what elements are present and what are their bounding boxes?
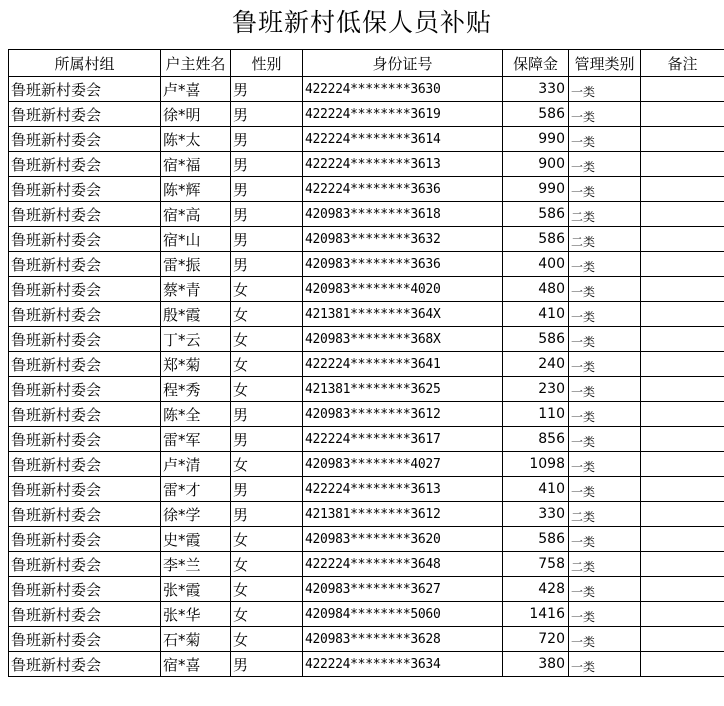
cell-category[interactable]: 一类 <box>569 402 641 427</box>
cell-category[interactable]: 一类 <box>569 427 641 452</box>
cell-remark[interactable] <box>641 577 724 602</box>
cell-group[interactable]: 鲁班新村委会 <box>9 452 161 477</box>
table-row <box>9 402 724 427</box>
cell-group[interactable]: 鲁班新村委会 <box>9 627 161 652</box>
cell-id[interactable]: 422224********3641 <box>303 352 503 377</box>
cell-remark[interactable] <box>641 77 724 102</box>
cell-remark[interactable] <box>641 177 724 202</box>
cell-remark[interactable] <box>641 352 724 377</box>
cell-id[interactable]: 422224********3634 <box>303 652 503 677</box>
cell-id[interactable]: 420984********5060 <box>303 602 503 627</box>
cell-category[interactable]: 二类 <box>569 502 641 527</box>
cell-remark[interactable] <box>641 302 724 327</box>
cell-category[interactable]: 一类 <box>569 152 641 177</box>
cell-group[interactable]: 鲁班新村委会 <box>9 302 161 327</box>
cell-group[interactable]: 鲁班新村委会 <box>9 427 161 452</box>
cell-name[interactable]: 陈*太 <box>161 127 231 152</box>
cell-amount[interactable]: 380 <box>503 652 569 677</box>
cell-sex[interactable]: 男 <box>231 227 303 252</box>
cell-amount[interactable]: 480 <box>503 277 569 302</box>
header-cell-sex[interactable]: 性别 <box>231 50 303 77</box>
cell-sex[interactable]: 女 <box>231 602 303 627</box>
cell-sex[interactable]: 女 <box>231 327 303 352</box>
cell-category[interactable]: 一类 <box>569 652 641 677</box>
cell-group[interactable]: 鲁班新村委会 <box>9 352 161 377</box>
cell-id[interactable]: 422224********3648 <box>303 552 503 577</box>
cell-name[interactable]: 徐*学 <box>161 502 231 527</box>
cell-name[interactable]: 蔡*青 <box>161 277 231 302</box>
cell-name[interactable]: 徐*明 <box>161 102 231 127</box>
cell-category[interactable]: 一类 <box>569 102 641 127</box>
cell-group[interactable]: 鲁班新村委会 <box>9 327 161 352</box>
cell-amount[interactable]: 990 <box>503 177 569 202</box>
cell-id[interactable]: 420983********3612 <box>303 402 503 427</box>
cell-group[interactable]: 鲁班新村委会 <box>9 402 161 427</box>
cell-group[interactable]: 鲁班新村委会 <box>9 502 161 527</box>
table-row <box>9 277 724 302</box>
header-cell-id[interactable]: 身份证号 <box>303 50 503 77</box>
cell-name[interactable]: 陈*全 <box>161 402 231 427</box>
cell-remark[interactable] <box>641 202 724 227</box>
header-row <box>9 50 724 77</box>
cell-remark[interactable] <box>641 427 724 452</box>
table-row <box>9 252 724 277</box>
cell-id[interactable]: 421381********3625 <box>303 377 503 402</box>
cell-group[interactable]: 鲁班新村委会 <box>9 577 161 602</box>
cell-sex[interactable]: 女 <box>231 302 303 327</box>
cell-group[interactable]: 鲁班新村委会 <box>9 477 161 502</box>
table-row <box>9 302 724 327</box>
table-row <box>9 602 724 627</box>
cell-amount[interactable]: 856 <box>503 427 569 452</box>
cell-name[interactable]: 张*华 <box>161 602 231 627</box>
cell-sex[interactable]: 男 <box>231 127 303 152</box>
cell-sex[interactable]: 女 <box>231 552 303 577</box>
cell-category[interactable]: 一类 <box>569 452 641 477</box>
cell-name[interactable]: 卢*喜 <box>161 77 231 102</box>
table-row <box>9 552 724 577</box>
cell-name[interactable]: 史*霞 <box>161 527 231 552</box>
cell-remark[interactable] <box>641 327 724 352</box>
cell-category[interactable]: 一类 <box>569 527 641 552</box>
cell-name[interactable]: 宿*喜 <box>161 652 231 677</box>
cell-category[interactable]: 一类 <box>569 177 641 202</box>
cell-category[interactable]: 一类 <box>569 252 641 277</box>
cell-sex[interactable]: 男 <box>231 77 303 102</box>
cell-sex[interactable]: 男 <box>231 152 303 177</box>
table-row <box>9 652 724 677</box>
cell-id[interactable]: 421381********3612 <box>303 502 503 527</box>
cell-id[interactable]: 422224********3617 <box>303 427 503 452</box>
cell-id[interactable]: 420983********3628 <box>303 627 503 652</box>
cell-category[interactable]: 一类 <box>569 277 641 302</box>
cell-id[interactable]: 422224********3613 <box>303 152 503 177</box>
cell-amount[interactable]: 900 <box>503 152 569 177</box>
cell-group[interactable]: 鲁班新村委会 <box>9 177 161 202</box>
cell-name[interactable]: 卢*清 <box>161 452 231 477</box>
cell-amount[interactable]: 586 <box>503 227 569 252</box>
cell-sex[interactable]: 男 <box>231 202 303 227</box>
cell-group[interactable]: 鲁班新村委会 <box>9 552 161 577</box>
cell-group[interactable]: 鲁班新村委会 <box>9 152 161 177</box>
cell-group[interactable]: 鲁班新村委会 <box>9 277 161 302</box>
table-row <box>9 152 724 177</box>
table-row <box>9 427 724 452</box>
table-row <box>9 502 724 527</box>
cell-id[interactable]: 420983********368X <box>303 327 503 352</box>
page-title: 鲁班新村低保人员补贴 <box>231 8 492 37</box>
cell-remark[interactable] <box>641 527 724 552</box>
table-row <box>9 352 724 377</box>
cell-category[interactable]: 一类 <box>569 327 641 352</box>
cell-category[interactable]: 一类 <box>569 77 641 102</box>
table-row <box>9 627 724 652</box>
cell-group[interactable]: 鲁班新村委会 <box>9 102 161 127</box>
header-cell-amount[interactable]: 保障金 <box>503 50 569 77</box>
cell-category[interactable]: 一类 <box>569 577 641 602</box>
cell-id[interactable]: 420983********3636 <box>303 252 503 277</box>
cell-category[interactable]: 一类 <box>569 302 641 327</box>
cell-remark[interactable] <box>641 377 724 402</box>
cell-amount[interactable]: 758 <box>503 552 569 577</box>
table-row <box>9 202 724 227</box>
cell-category[interactable]: 一类 <box>569 477 641 502</box>
cell-amount[interactable]: 230 <box>503 377 569 402</box>
cell-group[interactable]: 鲁班新村委会 <box>9 377 161 402</box>
table-row <box>9 527 724 552</box>
cell-name[interactable]: 殷*霞 <box>161 302 231 327</box>
cell-group[interactable]: 鲁班新村委会 <box>9 227 161 252</box>
cell-amount[interactable]: 330 <box>503 502 569 527</box>
cell-amount[interactable]: 990 <box>503 127 569 152</box>
cell-amount[interactable]: 110 <box>503 402 569 427</box>
cell-group[interactable]: 鲁班新村委会 <box>9 127 161 152</box>
cell-remark[interactable] <box>641 477 724 502</box>
cell-category[interactable]: 二类 <box>569 227 641 252</box>
cell-remark[interactable] <box>641 402 724 427</box>
cell-sex[interactable]: 女 <box>231 277 303 302</box>
cell-name[interactable]: 宿*山 <box>161 227 231 252</box>
table-row <box>9 102 724 127</box>
cell-group[interactable]: 鲁班新村委会 <box>9 527 161 552</box>
cell-name[interactable]: 雷*振 <box>161 252 231 277</box>
cell-sex[interactable]: 男 <box>231 402 303 427</box>
cell-remark[interactable] <box>641 652 724 677</box>
cell-sex[interactable]: 女 <box>231 527 303 552</box>
cell-remark[interactable] <box>641 127 724 152</box>
cell-amount[interactable]: 1098 <box>503 452 569 477</box>
cell-id[interactable]: 422224********3630 <box>303 77 503 102</box>
cell-amount[interactable]: 330 <box>503 77 569 102</box>
cell-sex[interactable]: 男 <box>231 477 303 502</box>
cell-name[interactable]: 丁*云 <box>161 327 231 352</box>
cell-group[interactable]: 鲁班新村委会 <box>9 602 161 627</box>
cell-id[interactable]: 420983********3632 <box>303 227 503 252</box>
cell-name[interactable]: 李*兰 <box>161 552 231 577</box>
cell-amount[interactable]: 410 <box>503 302 569 327</box>
cell-name[interactable]: 宿*福 <box>161 152 231 177</box>
cell-sex[interactable]: 男 <box>231 502 303 527</box>
cell-name[interactable]: 雷*军 <box>161 427 231 452</box>
cell-id[interactable]: 420983********3620 <box>303 527 503 552</box>
cell-sex[interactable]: 男 <box>231 177 303 202</box>
cell-id[interactable]: 422224********3614 <box>303 127 503 152</box>
cell-sex[interactable]: 男 <box>231 252 303 277</box>
cell-sex[interactable]: 女 <box>231 377 303 402</box>
cell-id[interactable]: 420983********3627 <box>303 577 503 602</box>
cell-amount[interactable]: 586 <box>503 327 569 352</box>
cell-name[interactable]: 程*秀 <box>161 377 231 402</box>
subsidy-table <box>8 49 724 677</box>
table-row <box>9 327 724 352</box>
cell-remark[interactable] <box>641 602 724 627</box>
cell-group[interactable]: 鲁班新村委会 <box>9 652 161 677</box>
cell-name[interactable]: 郑*菊 <box>161 352 231 377</box>
cell-amount[interactable]: 410 <box>503 477 569 502</box>
cell-sex[interactable]: 女 <box>231 627 303 652</box>
cell-name[interactable]: 陈*辉 <box>161 177 231 202</box>
cell-amount[interactable]: 428 <box>503 577 569 602</box>
table-row <box>9 577 724 602</box>
table-row <box>9 77 724 102</box>
cell-remark[interactable] <box>641 502 724 527</box>
header-cell-name[interactable]: 户主姓名 <box>161 50 231 77</box>
cell-remark[interactable] <box>641 277 724 302</box>
cell-name[interactable]: 雷*才 <box>161 477 231 502</box>
cell-group[interactable]: 鲁班新村委会 <box>9 252 161 277</box>
cell-amount[interactable]: 586 <box>503 102 569 127</box>
header-cell-group[interactable]: 所属村组 <box>9 50 161 77</box>
cell-remark[interactable] <box>641 102 724 127</box>
cell-id[interactable]: 420983********4027 <box>303 452 503 477</box>
cell-amount[interactable]: 240 <box>503 352 569 377</box>
header-cell-remark[interactable]: 备注 <box>641 50 724 77</box>
cell-remark[interactable] <box>641 252 724 277</box>
table-row <box>9 127 724 152</box>
cell-category[interactable]: 一类 <box>569 377 641 402</box>
cell-sex[interactable]: 男 <box>231 427 303 452</box>
header-cell-category[interactable]: 管理类别 <box>569 50 641 77</box>
cell-sex[interactable]: 男 <box>231 652 303 677</box>
cell-category[interactable]: 一类 <box>569 352 641 377</box>
cell-remark[interactable] <box>641 227 724 252</box>
cell-id[interactable]: 422224********3619 <box>303 102 503 127</box>
cell-category[interactable]: 一类 <box>569 127 641 152</box>
cell-category[interactable]: 一类 <box>569 602 641 627</box>
cell-sex[interactable]: 男 <box>231 102 303 127</box>
cell-group[interactable]: 鲁班新村委会 <box>9 77 161 102</box>
cell-category[interactable]: 二类 <box>569 202 641 227</box>
table-row <box>9 177 724 202</box>
cell-remark[interactable] <box>641 627 724 652</box>
cell-remark[interactable] <box>641 552 724 577</box>
cell-id[interactable]: 422224********3613 <box>303 477 503 502</box>
cell-id[interactable]: 420983********3618 <box>303 202 503 227</box>
cell-amount[interactable]: 586 <box>503 202 569 227</box>
cell-id[interactable]: 422224********3636 <box>303 177 503 202</box>
cell-remark[interactable] <box>641 152 724 177</box>
table-row <box>9 227 724 252</box>
cell-id[interactable]: 421381********364X <box>303 302 503 327</box>
cell-category[interactable]: 一类 <box>569 627 641 652</box>
cell-amount[interactable]: 1416 <box>503 602 569 627</box>
cell-sex[interactable]: 女 <box>231 452 303 477</box>
cell-sex[interactable]: 女 <box>231 577 303 602</box>
table-row <box>9 452 724 477</box>
cell-sex[interactable]: 女 <box>231 352 303 377</box>
cell-name[interactable]: 石*菊 <box>161 627 231 652</box>
cell-amount[interactable]: 400 <box>503 252 569 277</box>
table-row <box>9 477 724 502</box>
table-row <box>9 377 724 402</box>
cell-amount[interactable]: 720 <box>503 627 569 652</box>
cell-id[interactable]: 420983********4020 <box>303 277 503 302</box>
cell-name[interactable]: 张*霞 <box>161 577 231 602</box>
cell-remark[interactable] <box>641 452 724 477</box>
cell-group[interactable]: 鲁班新村委会 <box>9 202 161 227</box>
cell-name[interactable]: 宿*高 <box>161 202 231 227</box>
cell-category[interactable]: 二类 <box>569 552 641 577</box>
cell-amount[interactable]: 586 <box>503 527 569 552</box>
